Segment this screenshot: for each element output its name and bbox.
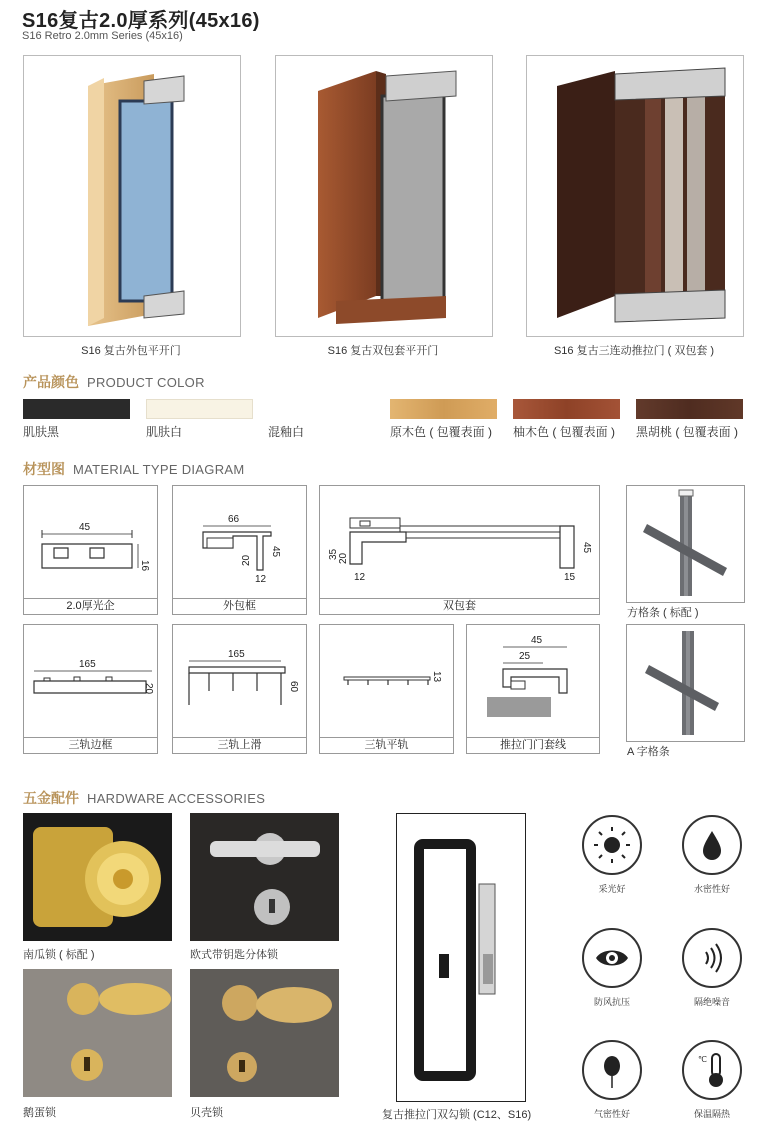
diagram-triple-track-frame [23, 624, 158, 754]
feature-label: 采光好 [598, 884, 626, 894]
grid-bar-square-photo [626, 485, 745, 603]
color-label: 原木色 ( 包覆表面 ) [390, 425, 492, 439]
euro-split-lock-photo [190, 813, 339, 941]
diagram-label: 外包框 [173, 598, 306, 614]
water-drop-icon [682, 815, 742, 875]
shell-lock-photo [190, 969, 339, 1097]
product-caption: S16 复古三连动推拉门 ( 双包套 ) [553, 345, 715, 357]
section-title-en: HARDWARE ACCESSORIES [87, 791, 266, 806]
diagram-label: 三轨平轨 [320, 737, 453, 753]
double-hook-lock-photo [396, 813, 526, 1102]
dim-label: 13 [431, 671, 442, 683]
dim-label: 25 [519, 651, 531, 662]
diagram-light-sash [23, 485, 158, 615]
section-title-en: MATERIAL TYPE DIAGRAM [73, 462, 245, 477]
section-title-cn: 材型图 [23, 461, 65, 477]
dim-label: 15 [564, 572, 576, 583]
grid-bar-label: A 字格条 [627, 746, 670, 758]
diagram-sliding-door-casing [466, 624, 600, 754]
hardware-label: 鹅蛋锁 [23, 1107, 56, 1119]
color-label: 柚木色 ( 包覆表面 ) [513, 425, 615, 439]
dim-label: 45 [270, 546, 281, 558]
grid-bar-a-photo [626, 624, 745, 742]
color-label: 肌肤黑 [23, 425, 60, 439]
product-photo-outer-casement [23, 55, 241, 337]
balloon-icon [582, 1040, 642, 1100]
color-swatch-teak [513, 399, 620, 419]
diagram-label: 2.0厚光企 [24, 598, 157, 614]
material-section-heading [23, 459, 244, 479]
section-title-cn: 产品颜色 [23, 374, 79, 390]
hardware-label: 南瓜锁 ( 标配 ) [23, 949, 95, 961]
diagram-label: 推拉门门套线 [467, 737, 599, 753]
product-photo-double-casing [275, 55, 493, 337]
section-title-cn: 五金配件 [23, 790, 79, 806]
color-swatch-natural-wood [390, 399, 497, 419]
product-photo-triple-sliding [526, 55, 744, 337]
dim-label: 35 [328, 548, 339, 560]
feature-label: 防风抗压 [593, 997, 630, 1007]
hardware-label: 贝壳锁 [190, 1107, 223, 1119]
product-caption: S16 复古外包平开门 [81, 345, 181, 357]
sun-icon [582, 815, 642, 875]
dim-label: 45 [581, 542, 592, 554]
diagram-outer-frame [172, 485, 307, 615]
dim-label: 12 [255, 574, 267, 585]
color-swatch-black [23, 399, 130, 419]
thermometer-icon [682, 1040, 742, 1100]
svg-text:℃: ℃ [698, 1055, 707, 1064]
dim-label: 165 [228, 649, 245, 660]
dim-label: 20 [143, 683, 154, 695]
product-caption: S16 复古双包套平开门 [327, 345, 439, 357]
section-title-en: PRODUCT COLOR [87, 375, 205, 390]
dim-label: 165 [79, 659, 96, 670]
feature-label: 保温隔热 [693, 1109, 730, 1119]
color-section-heading [23, 372, 205, 392]
diagram-triple-track-top [172, 624, 307, 754]
color-label: 肌肤白 [146, 425, 183, 439]
color-swatch-white [146, 399, 253, 419]
diagram-label: 三轨边框 [24, 737, 157, 753]
feature-label: 水密性好 [693, 884, 730, 894]
dim-label: 66 [228, 514, 240, 525]
dim-label: 12 [354, 572, 366, 583]
dim-label: 45 [79, 522, 91, 533]
diagram-double-casing [319, 485, 600, 615]
hardware-section-heading [23, 788, 265, 808]
grid-bar-label: 方格条 ( 标配 ) [627, 607, 699, 619]
hardware-label: 欧式带钥匙分体锁 [190, 949, 278, 961]
hardware-label: 复古推拉门双勾锁 (C12、S16) [382, 1109, 532, 1121]
page-subtitle: S16 Retro 2.0mm Series (45x16) [22, 30, 183, 42]
diagram-label: 双包套 [320, 598, 599, 614]
diagram-label: 三轨上滑 [173, 737, 306, 753]
pumpkin-lock-photo [23, 813, 172, 941]
feature-label: 隔绝噪音 [693, 997, 730, 1007]
feature-label: 气密性好 [593, 1109, 630, 1119]
sound-wave-icon [682, 928, 742, 988]
color-label: 黑胡桃 ( 包覆表面 ) [636, 425, 738, 439]
dim-label: 20 [338, 552, 349, 564]
page-title: S16复古2.0厚系列(45x16) [22, 10, 260, 32]
wind-eye-icon [582, 928, 642, 988]
color-label: 混釉白 [268, 425, 305, 439]
dim-label: 16 [139, 560, 150, 572]
color-swatch-walnut [636, 399, 743, 419]
dim-label: 20 [241, 554, 252, 566]
egg-lock-photo [23, 969, 172, 1097]
diagram-triple-flat-track [319, 624, 454, 754]
dim-label: 45 [531, 635, 543, 646]
dim-label: 60 [288, 681, 299, 693]
